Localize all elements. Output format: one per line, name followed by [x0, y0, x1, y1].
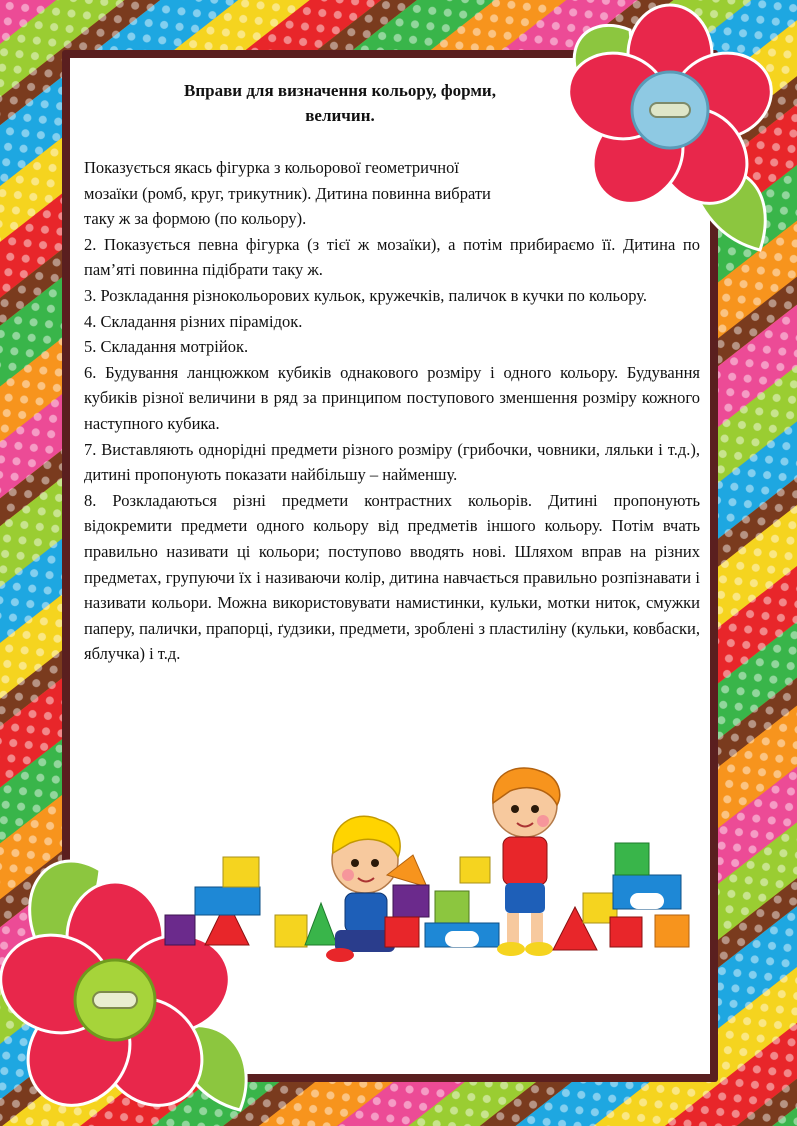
exercise-item-4: 4. Складання різних пірамідок.	[84, 311, 303, 331]
exercise-item-8: 8. Розкладаються різні предмети контрастних кольорів. Дитині пропонують відокремити предмети одного кольору від предметів іншого кольору. Потім вчать правильно називати ці кольори; поступово вводять нові. Шляхом вправ на різних предметах, групуючи їх і називаючи колір, дитина навчається правильно розпізнавати і називати кольори. Можна використовувати намистинки, кульки, мотки ниток, смужки паперу, палички, прапорці, ґудзики, предмети, зроблені з пластиліну (кульки, ковбаски, яблучка) і т.д.	[84, 490, 700, 664]
kids-playing-blocks-illustration	[155, 765, 715, 985]
exercise-item-7: 7. Виставляють однорідні предмети різного розміру (грибочки, човники, ляльки і т.д.), дитині пропонують показати найбільшу – найменшу.	[84, 439, 700, 485]
exercise-item-3: 3. Розкладання різнокольорових кульок, кружечків, паличок в кучки по кольору.	[84, 285, 647, 305]
page-title	[140, 78, 540, 128]
exercise-item-6: 6. Будування ланцюжком кубиків однакового розміру і одного кольору. Будування кубиків різної величини в ряд за принципом поступового зменшення розміру кожного наступного кубика.	[84, 362, 700, 433]
intro-line-2: мозаїки (ромб, круг, трикутник). Дитина повинна вибрати	[84, 183, 491, 203]
title-line-2: величин.	[305, 106, 375, 125]
exercise-item-5: 5. Складання мотрійок.	[84, 337, 249, 357]
exercise-list	[84, 155, 700, 667]
title-line-1: Вправи для визначення кольору, форми,	[184, 81, 496, 100]
intro-line-1: Показується якась фігурка з кольорової геометричної	[84, 158, 459, 177]
exercise-item-2: 2. Показується певна фігурка (з тієї ж мозаїки), а потім прибираємо її. Дитина по пам’яті повинна підібрати таку ж.	[84, 234, 700, 280]
intro-line-3: таку ж за формою (по кольору).	[84, 209, 307, 229]
